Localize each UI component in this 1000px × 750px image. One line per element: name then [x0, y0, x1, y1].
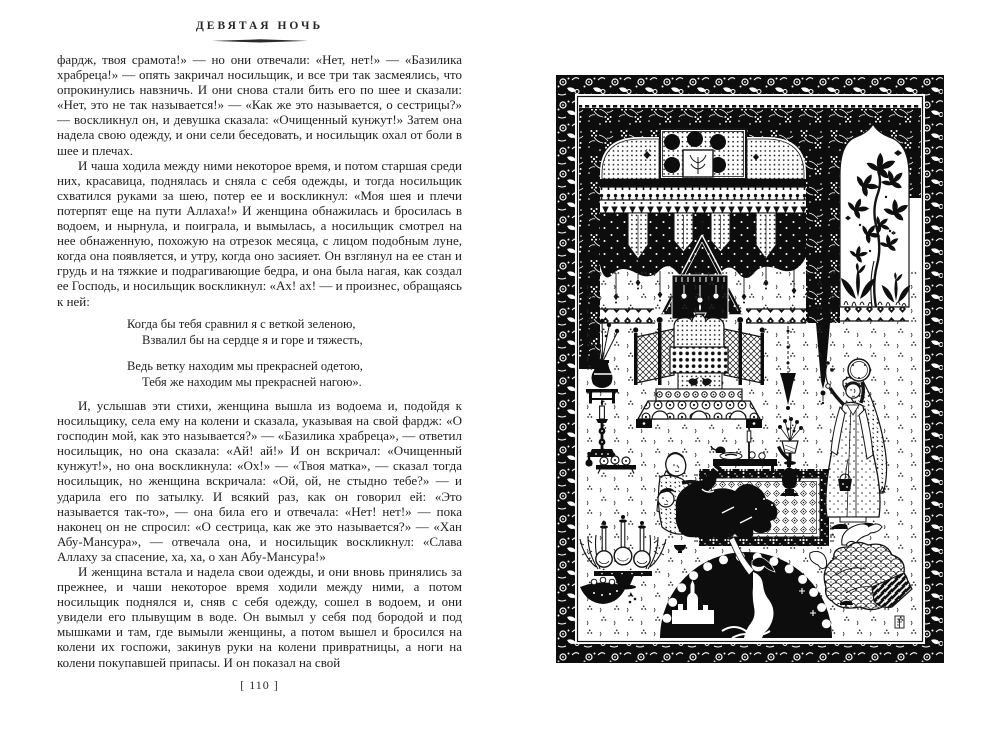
- garden-arch: [840, 124, 912, 321]
- verse-line: Ведь ветку находим мы прекрасней одетою,: [127, 358, 363, 373]
- left-page: [57, 20, 462, 693]
- paragraph: И чаша ходила между ними некоторое время, и потом старшая среди них, красавица, поднялась и сняла с себя одежды, и тогда носильщик схватился руками за шею, потер ее и воскликнул: «Моя шея и плечи потерпят еще на пути Аллаха!» И женщина обнажилась и бросилась в водоем, и нырнула, и поиграла, и вымылась, а носильщик смотрел на нее обнаженную, похожую на отрезок месяца, с лицом подобным луне, когда она появляется, и утру, когда оно засияет. Он взглянул на ее стан и грудь и на тяжкие и подрагивающие бедра, и она была нагая, как создал ее Господь, и носильщик воскликнул: «Ах! ах! — и произнес, обращаясь к ней:: [57, 157, 462, 309]
- body-text: [57, 52, 462, 670]
- verse-couplet: [127, 358, 462, 391]
- verse-block: [127, 316, 462, 391]
- verse-line: Тебя же находим мы прекрасней нагою».: [142, 375, 362, 390]
- page-number: [ 110 ]: [240, 677, 279, 692]
- persian-miniature-illustration: [556, 75, 944, 663]
- paragraph: И женщина встала и надела свои одежды, и они вновь принялись за прежнее, и чаши некоторое время ходили между ними, а потом носильщик поднялся и, сняв с себя одежду, сошел в водоем, и они увидели его плывущим в воде. Он вымыл у себя под бородой и под мышками и там, где вымыли женщины, а потом вышел и бросился на колени их госпожи, закинув руки на колени привратницы, а ноги на колени покупавшей припасы. И он показал на свой: [57, 564, 462, 670]
- running-head: ДЕВЯТАЯ НОЧЬ: [195, 20, 324, 32]
- paragraph: фардж, твоя срамота!» — но они отвечали: «Нет, нет!» — «Базилика храбреца!» — опять закричал носильщик, и все три так засмеялись, что опрокинулись навзничь. И они снова стали бить его по шее и сказали: «Нет, это не так называется!» — «Как же это называется, о сестрицы?» — воскликнул он, и девушка сказала: «Очищенный кунжут!» Затем она надела свою одежду, и они сели беседовать, и носильщик охал от боли в шее и плечах.: [57, 52, 462, 158]
- ceiling-panel: [660, 129, 746, 179]
- paragraph: И, услышав эти стихи, женщина вышла из водоема и, подойдя к носильщику, села ему на колени и сказала, указывая на свой фардж: «О господин мой, как это называется?» — «Базилика храбреца», — ответил носильщик, но она сказала: «Ай! ай!» И он вскричал: «Очищенный кунжут!», но она воскликнула: «Ох!» — «Твоя матка», — сказал тогда носильщик, но женщина вскричала: «Ой, ой, не стыдно тебе?» — и ударила его по затылку. И всякий раз, как он говорил ей: «Это называется так-то», — она била его и отвечала: «Нет! нет!» — пока наконец он не спросил: «О сестрица, как же это называется?» — «Хан Абу-Мансура», — отвечала она, и носильщик воскликнул: «Слава Аллаху за спасение, ха, ха, о хан Абу-Мансура!»: [57, 397, 462, 564]
- swelled-rule: [212, 39, 308, 43]
- right-page: [556, 75, 944, 663]
- verse-line: Взвалил бы на сердце я и горе и тяжесть,: [142, 333, 363, 348]
- headboard: [674, 314, 724, 351]
- verse-couplet: [127, 316, 462, 349]
- basket: [838, 479, 852, 491]
- verse-line: Когда бы тебя сравнил я с веткой зеленою,: [127, 316, 356, 331]
- mattress: [670, 347, 728, 373]
